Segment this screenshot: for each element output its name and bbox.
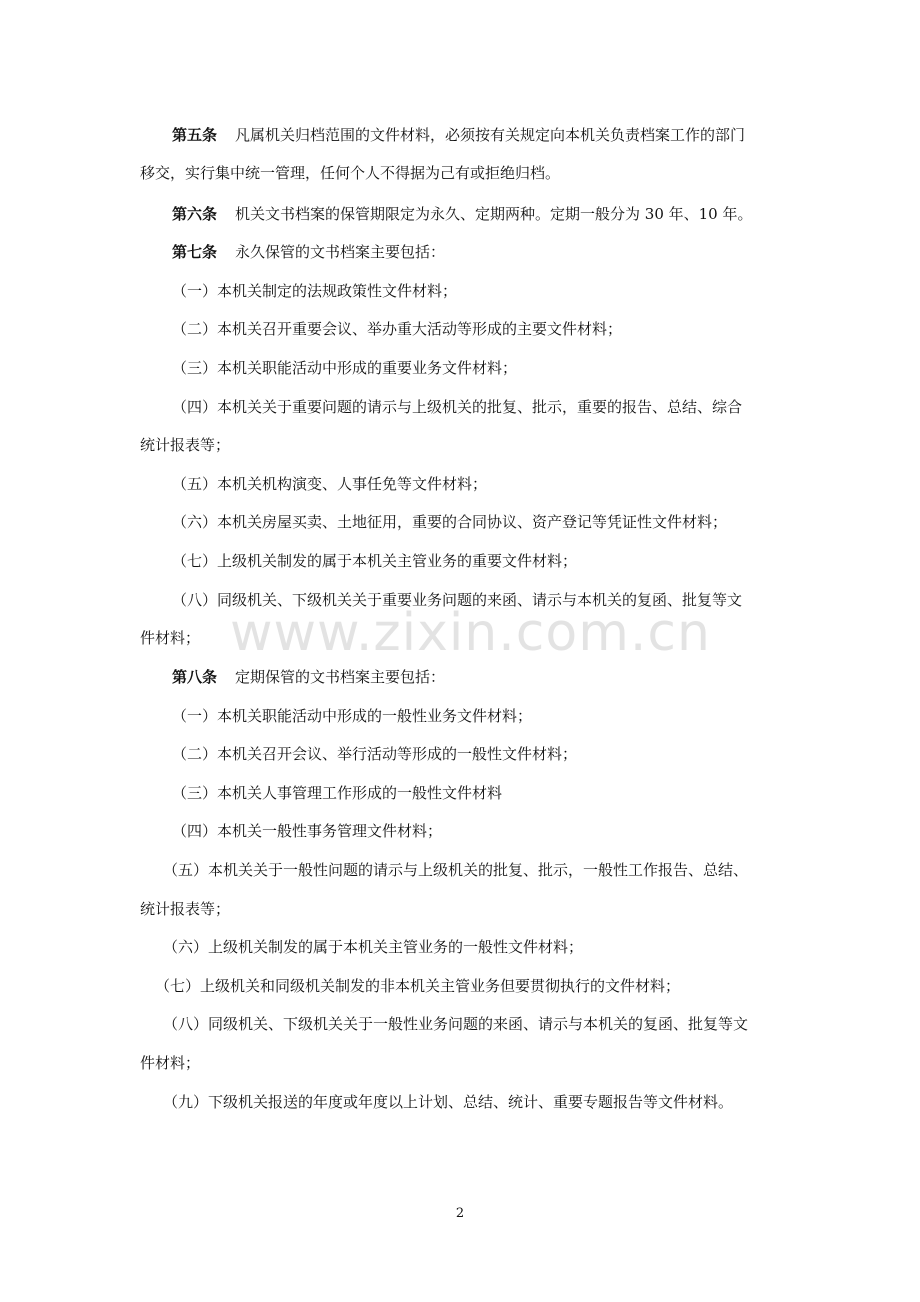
periodic-item: （七）上级机关和同级机关制发的非本机关主管业务但要贯彻执行的文件材料；	[155, 977, 681, 995]
article-6-label: 第六条	[172, 205, 218, 223]
periodic-item: （九）下级机关报送的年度或年度以上计划、总结、统计、重要专题报告等文件材料。	[163, 1093, 734, 1111]
article-7-label: 第七条	[172, 243, 218, 261]
article-7-text: 永久保管的文书档案主要包括：	[235, 243, 446, 261]
article-8-text: 定期保管的文书档案主要包括：	[235, 668, 446, 686]
article-8	[172, 666, 822, 688]
permanent-item: （七）上级机关制发的属于本机关主管业务的重要文件材料；	[172, 552, 578, 570]
permanent-item: 件材料；	[140, 629, 201, 647]
watermark: www.zixin.com.cn	[230, 603, 711, 663]
permanent-item: （三）本机关职能活动中形成的重要业务文件材料；	[172, 359, 518, 377]
periodic-item: （六）上级机关制发的属于本机关主管业务的一般性文件材料；	[163, 938, 584, 956]
permanent-item: （一）本机关制定的法规政策性文件材料；	[172, 282, 458, 300]
page-number: 2	[455, 1206, 465, 1221]
article-8-label: 第八条	[172, 668, 218, 686]
article-6	[172, 203, 822, 225]
periodic-item: （二）本机关召开会议、举行活动等形成的一般性文件材料；	[172, 745, 578, 763]
permanent-item: （四）本机关关于重要问题的请示与上级机关的批复、批示，重要的报告、总结、综合	[172, 398, 743, 416]
periodic-item: （四）本机关一般性事务管理文件材料；	[172, 822, 443, 840]
periodic-item: （一）本机关职能活动中形成的一般性业务文件材料；	[172, 707, 533, 725]
periodic-item: （三）本机关人事管理工作形成的一般性文件材料	[172, 784, 503, 802]
permanent-item: （二）本机关召开重要会议、举办重大活动等形成的主要文件材料；	[172, 320, 623, 338]
article-5-line-2: 移交，实行集中统一管理，任何个人不得据为己有或拒绝归档。	[140, 164, 561, 182]
article-5-line-1	[172, 124, 822, 146]
permanent-item: 统计报表等；	[140, 436, 231, 454]
permanent-item: （八）同级机关、下级机关关于重要业务问题的来函、请示与本机关的复函、批复等文	[172, 591, 743, 609]
permanent-item: （六）本机关房屋买卖、土地征用，重要的合同协议、资产登记等凭证性文件材料；	[172, 513, 728, 531]
article-6-text: 机关文书档案的保管期限定为永久、定期两种。定期一般分为 30 年、10 年。	[235, 205, 753, 223]
periodic-item: （五）本机关关于一般性问题的请示与上级机关的批复、批示，一般性工作报告、总结、	[163, 861, 749, 879]
article-5-text: 凡属机关归档范围的文件材料，必须按有关规定向本机关负责档案工作的部门	[235, 126, 746, 144]
periodic-item: 统计报表等；	[140, 900, 231, 918]
article-7	[172, 241, 822, 263]
article-5-label: 第五条	[172, 126, 218, 144]
permanent-item: （五）本机关机构演变、人事任免等文件材料；	[172, 475, 488, 493]
periodic-item: （八）同级机关、下级机关关于一般性业务问题的来函、请示与本机关的复函、批复等文	[163, 1015, 749, 1033]
periodic-item: 件材料；	[140, 1054, 201, 1072]
